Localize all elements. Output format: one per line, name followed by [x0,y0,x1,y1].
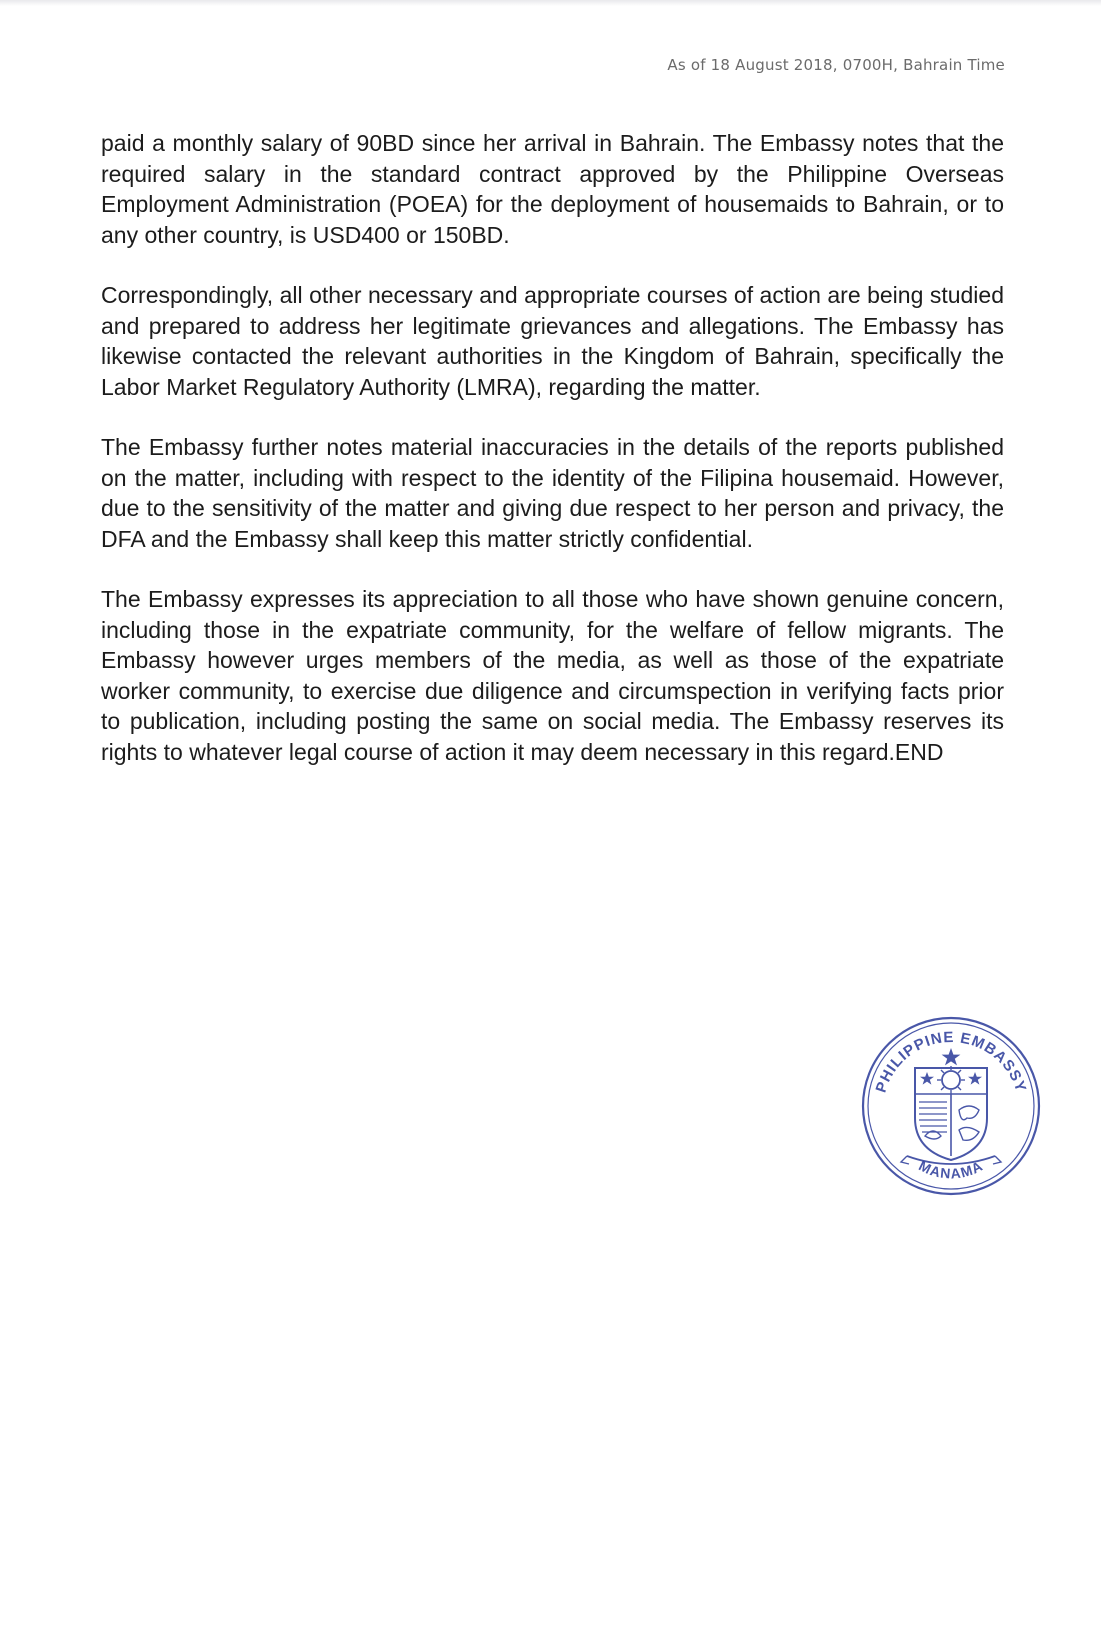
paragraph-salary: paid a monthly salary of 90BD since her arrival in Bahrain. The Embassy notes that the required salary in the standard contract approved by the Philippine Overseas Employment Administration (POEA) for the deployment of housemaids to Bahrain, or to any other country, is USD400 or 150BD. [101,130,1004,248]
scan-edge [0,0,1101,6]
timestamp-note: As of 18 August 2018, 0700H, Bahrain Time [667,56,1005,74]
seal-bottom-text: MANAMA [916,1157,986,1182]
paragraph-appreciation: The Embassy expresses its appreciation to all those who have shown genuine concern, including those in the expatriate community, for the welfare of fellow migrants. The Embassy however urges members of the media, as well as those of the expatriate worker community, to exercise due diligence and circumspection in verifying facts prior to publication, including posting the same on social media. The Embassy reserves its rights to whatever legal course of action it may deem necessary in this regard.END [101,586,1004,765]
paragraph-courses-of-action: Correspondingly, all other necessary and appropriate courses of action are being studied and prepared to address her legitimate grievances and allegations. The Embassy has likewise contacted the relevant authorities in the Kingdom of Bahrain, specifically the Labor Market Regulatory Authority (LMRA), regarding the matter. [101,282,1004,400]
body-text [101,128,1004,797]
seal-top-text: PHILIPPINE EMBASSY [872,1028,1030,1095]
paragraph-inaccuracies: The Embassy further notes material inaccuracies in the details of the reports published on the matter, including with respect to the identity of the Filipina housemaid. However, due to the sensitivity of the matter and giving due respect to her person and privacy, the DFA and the Embassy shall keep this matter strictly confidential. [101,434,1004,552]
embassy-seal-stamp [855,1010,1047,1202]
seal-icon [855,1010,1047,1202]
svg-text:PHILIPPINE EMBASSY [873,1029,1030,1095]
